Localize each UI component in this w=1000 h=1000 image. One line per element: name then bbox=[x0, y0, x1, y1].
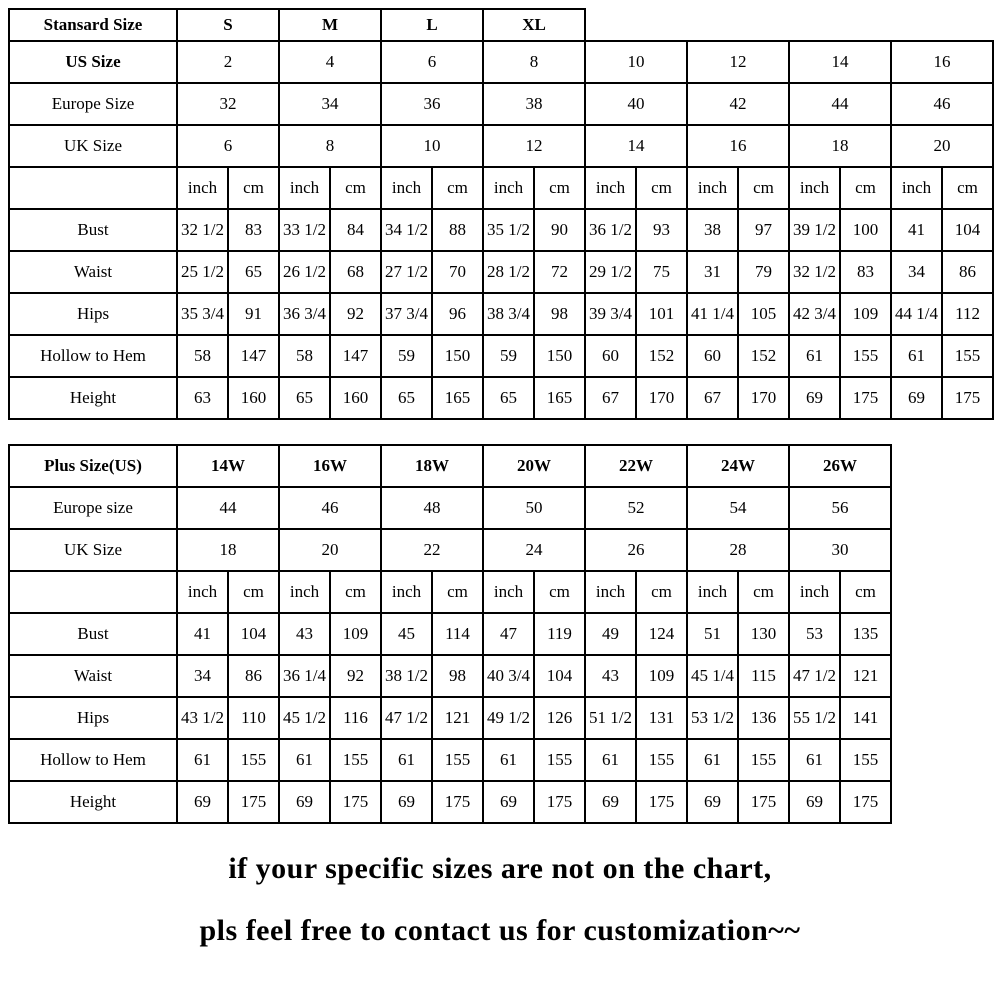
standard-measure-cell: 25 1/2 bbox=[177, 251, 228, 293]
standard-cell: 44 bbox=[789, 83, 891, 125]
plus-measure-cell: 45 bbox=[381, 613, 432, 655]
standard-unit-row bbox=[9, 167, 993, 209]
plus-measure-cell: 45 1/2 bbox=[279, 697, 330, 739]
standard-measure-cell: 67 bbox=[687, 377, 738, 419]
standard-measure-cell: 170 bbox=[636, 377, 687, 419]
standard-measure-cell: 38 3/4 bbox=[483, 293, 534, 335]
standard-unit-cell: cm bbox=[738, 167, 789, 209]
plus-unit-cell: inch bbox=[585, 571, 636, 613]
plus-unit-cell: inch bbox=[789, 571, 840, 613]
standard-size-table bbox=[8, 8, 994, 420]
plus-cell: 22 bbox=[381, 529, 483, 571]
plus-cell: 54 bbox=[687, 487, 789, 529]
standard-measure-cell: 104 bbox=[942, 209, 993, 251]
plus-unit-cell: cm bbox=[636, 571, 687, 613]
plus-cell: 26 bbox=[585, 529, 687, 571]
standard-measure-cell: 31 bbox=[687, 251, 738, 293]
standard-measure-cell: 42 3/4 bbox=[789, 293, 840, 335]
plus-measure-cell: 69 bbox=[585, 781, 636, 823]
plus-cell: 24 bbox=[483, 529, 585, 571]
standard-cell: 2 bbox=[177, 41, 279, 83]
standard-unit-cell: inch bbox=[687, 167, 738, 209]
plus-measure-cell: 53 bbox=[789, 613, 840, 655]
standard-measure-cell: 70 bbox=[432, 251, 483, 293]
standard-cell: 10 bbox=[585, 41, 687, 83]
standard-cell: 14 bbox=[585, 125, 687, 167]
plus-measure-cell: 61 bbox=[483, 739, 534, 781]
standard-measure-cell: 175 bbox=[942, 377, 993, 419]
plus-measure-cell: 131 bbox=[636, 697, 687, 739]
standard-unit-cell: cm bbox=[432, 167, 483, 209]
standard-measure-cell: 41 bbox=[891, 209, 942, 251]
plus-measure-cell: 69 bbox=[177, 781, 228, 823]
plus-measure-cell: 45 1/4 bbox=[687, 655, 738, 697]
standard-measure-cell: 26 1/2 bbox=[279, 251, 330, 293]
plus-measure-row bbox=[9, 655, 891, 697]
standard-measure-row bbox=[9, 293, 993, 335]
plus-measure-cell: 126 bbox=[534, 697, 585, 739]
standard-cell: 38 bbox=[483, 83, 585, 125]
standard-header-row bbox=[9, 9, 993, 41]
plus-measure-label: Waist bbox=[9, 655, 177, 697]
plus-size-group: 26W bbox=[789, 445, 891, 487]
standard-measure-cell: 75 bbox=[636, 251, 687, 293]
standard-measure-cell: 68 bbox=[330, 251, 381, 293]
standard-measure-cell: 32 1/2 bbox=[789, 251, 840, 293]
plus-unit-cell: cm bbox=[840, 571, 891, 613]
plus-unit-cell: inch bbox=[483, 571, 534, 613]
plus-size-group: 18W bbox=[381, 445, 483, 487]
plus-measure-row bbox=[9, 613, 891, 655]
plus-cell: 48 bbox=[381, 487, 483, 529]
standard-measure-cell: 28 1/2 bbox=[483, 251, 534, 293]
standard-measure-cell: 83 bbox=[840, 251, 891, 293]
standard-measure-cell: 100 bbox=[840, 209, 891, 251]
standard-cell: 20 bbox=[891, 125, 993, 167]
plus-unit-cell: cm bbox=[534, 571, 585, 613]
plus-cell: 52 bbox=[585, 487, 687, 529]
plus-unit-cell: inch bbox=[381, 571, 432, 613]
plus-measure-cell: 175 bbox=[534, 781, 585, 823]
standard-measure-cell: 92 bbox=[330, 293, 381, 335]
standard-unit-cell: inch bbox=[483, 167, 534, 209]
standard-size-group: L bbox=[381, 9, 483, 41]
plus-cell: 18 bbox=[177, 529, 279, 571]
standard-measure-cell: 34 1/2 bbox=[381, 209, 432, 251]
plus-measure-cell: 155 bbox=[432, 739, 483, 781]
plus-size-table bbox=[8, 444, 892, 824]
standard-cell: 42 bbox=[687, 83, 789, 125]
standard-measure-row bbox=[9, 335, 993, 377]
standard-measure-cell: 65 bbox=[228, 251, 279, 293]
plus-unit-cell: cm bbox=[330, 571, 381, 613]
plus-cell: 20 bbox=[279, 529, 381, 571]
standard-measure-row bbox=[9, 377, 993, 419]
standard-measure-cell: 96 bbox=[432, 293, 483, 335]
standard-unit-cell: cm bbox=[942, 167, 993, 209]
standard-measure-cell: 150 bbox=[534, 335, 585, 377]
standard-size-group: M bbox=[279, 9, 381, 41]
standard-measure-cell: 105 bbox=[738, 293, 789, 335]
plus-cell: 46 bbox=[279, 487, 381, 529]
plus-measure-cell: 92 bbox=[330, 655, 381, 697]
standard-unit-cell: inch bbox=[585, 167, 636, 209]
standard-unit-cell: inch bbox=[891, 167, 942, 209]
standard-unit-cell: cm bbox=[228, 167, 279, 209]
standard-measure-row bbox=[9, 209, 993, 251]
standard-measure-cell: 155 bbox=[840, 335, 891, 377]
plus-measure-cell: 69 bbox=[483, 781, 534, 823]
standard-row bbox=[9, 83, 993, 125]
plus-measure-cell: 41 bbox=[177, 613, 228, 655]
standard-measure-cell: 88 bbox=[432, 209, 483, 251]
plus-measure-cell: 86 bbox=[228, 655, 279, 697]
plus-measure-cell: 34 bbox=[177, 655, 228, 697]
standard-unit-cell: cm bbox=[534, 167, 585, 209]
plus-measure-cell: 43 1/2 bbox=[177, 697, 228, 739]
plus-measure-cell: 40 3/4 bbox=[483, 655, 534, 697]
standard-row bbox=[9, 125, 993, 167]
standard-cell: 10 bbox=[381, 125, 483, 167]
plus-measure-cell: 104 bbox=[534, 655, 585, 697]
standard-measure-cell: 60 bbox=[687, 335, 738, 377]
plus-measure-cell: 36 1/4 bbox=[279, 655, 330, 697]
standard-measure-cell: 39 3/4 bbox=[585, 293, 636, 335]
standard-unit-cell: cm bbox=[330, 167, 381, 209]
standard-measure-cell: 33 1/2 bbox=[279, 209, 330, 251]
plus-measure-cell: 116 bbox=[330, 697, 381, 739]
plus-unit-cell: cm bbox=[432, 571, 483, 613]
standard-row-label: Europe Size bbox=[9, 83, 177, 125]
plus-measure-cell: 47 1/2 bbox=[381, 697, 432, 739]
standard-measure-cell: 65 bbox=[483, 377, 534, 419]
standard-measure-cell: 65 bbox=[279, 377, 330, 419]
plus-measure-cell: 121 bbox=[432, 697, 483, 739]
plus-measure-row bbox=[9, 739, 891, 781]
plus-measure-cell: 135 bbox=[840, 613, 891, 655]
plus-measure-cell: 110 bbox=[228, 697, 279, 739]
standard-measure-cell: 147 bbox=[228, 335, 279, 377]
plus-measure-cell: 43 bbox=[279, 613, 330, 655]
plus-measure-cell: 109 bbox=[330, 613, 381, 655]
plus-unit-row bbox=[9, 571, 891, 613]
standard-size-group: XL bbox=[483, 9, 585, 41]
standard-row-label: UK Size bbox=[9, 125, 177, 167]
plus-cell: 28 bbox=[687, 529, 789, 571]
standard-measure-cell: 90 bbox=[534, 209, 585, 251]
plus-measure-cell: 155 bbox=[330, 739, 381, 781]
plus-size-group: 22W bbox=[585, 445, 687, 487]
plus-unit-cell: inch bbox=[687, 571, 738, 613]
standard-cell: 12 bbox=[483, 125, 585, 167]
standard-measure-cell: 155 bbox=[942, 335, 993, 377]
standard-measure-cell: 165 bbox=[432, 377, 483, 419]
plus-measure-cell: 121 bbox=[840, 655, 891, 697]
standard-measure-cell: 101 bbox=[636, 293, 687, 335]
plus-measure-cell: 51 bbox=[687, 613, 738, 655]
plus-measure-cell: 53 1/2 bbox=[687, 697, 738, 739]
standard-measure-cell: 35 1/2 bbox=[483, 209, 534, 251]
standard-cell: 40 bbox=[585, 83, 687, 125]
plus-measure-cell: 175 bbox=[228, 781, 279, 823]
standard-measure-cell: 150 bbox=[432, 335, 483, 377]
standard-cell: 8 bbox=[279, 125, 381, 167]
standard-measure-cell: 112 bbox=[942, 293, 993, 335]
standard-cell: 16 bbox=[687, 125, 789, 167]
plus-measure-cell: 109 bbox=[636, 655, 687, 697]
plus-measure-row bbox=[9, 697, 891, 739]
standard-measure-cell: 170 bbox=[738, 377, 789, 419]
standard-measure-cell: 67 bbox=[585, 377, 636, 419]
standard-measure-cell: 63 bbox=[177, 377, 228, 419]
plus-unit-cell: inch bbox=[279, 571, 330, 613]
plus-measure-cell: 104 bbox=[228, 613, 279, 655]
plus-measure-cell: 175 bbox=[330, 781, 381, 823]
plus-unit-cell: inch bbox=[177, 571, 228, 613]
standard-measure-cell: 93 bbox=[636, 209, 687, 251]
plus-measure-cell: 61 bbox=[687, 739, 738, 781]
standard-measure-label: Waist bbox=[9, 251, 177, 293]
standard-unit-cell: inch bbox=[789, 167, 840, 209]
plus-size-group: 20W bbox=[483, 445, 585, 487]
plus-measure-cell: 141 bbox=[840, 697, 891, 739]
standard-unit-cell: cm bbox=[840, 167, 891, 209]
plus-measure-label: Height bbox=[9, 781, 177, 823]
standard-cell: 14 bbox=[789, 41, 891, 83]
plus-measure-cell: 61 bbox=[585, 739, 636, 781]
plus-measure-cell: 51 1/2 bbox=[585, 697, 636, 739]
plus-row-label: Europe size bbox=[9, 487, 177, 529]
standard-measure-cell: 86 bbox=[942, 251, 993, 293]
standard-measure-cell: 29 1/2 bbox=[585, 251, 636, 293]
plus-measure-cell: 175 bbox=[738, 781, 789, 823]
plus-cell: 30 bbox=[789, 529, 891, 571]
plus-size-group: 24W bbox=[687, 445, 789, 487]
plus-measure-cell: 155 bbox=[738, 739, 789, 781]
standard-measure-cell: 147 bbox=[330, 335, 381, 377]
standard-unit-cell: inch bbox=[177, 167, 228, 209]
standard-measure-cell: 79 bbox=[738, 251, 789, 293]
plus-row bbox=[9, 529, 891, 571]
standard-measure-cell: 152 bbox=[636, 335, 687, 377]
standard-cell: 36 bbox=[381, 83, 483, 125]
plus-unit-cell: cm bbox=[228, 571, 279, 613]
plus-measure-cell: 98 bbox=[432, 655, 483, 697]
plus-measure-cell: 155 bbox=[840, 739, 891, 781]
standard-measure-cell: 109 bbox=[840, 293, 891, 335]
plus-measure-label: Bust bbox=[9, 613, 177, 655]
plus-measure-cell: 69 bbox=[789, 781, 840, 823]
standard-measure-cell: 84 bbox=[330, 209, 381, 251]
standard-measure-label: Hollow to Hem bbox=[9, 335, 177, 377]
plus-measure-cell: 175 bbox=[432, 781, 483, 823]
standard-measure-cell: 60 bbox=[585, 335, 636, 377]
standard-measure-cell: 44 1/4 bbox=[891, 293, 942, 335]
standard-cell: 12 bbox=[687, 41, 789, 83]
standard-measure-cell: 59 bbox=[381, 335, 432, 377]
plus-unit-row-label bbox=[9, 571, 177, 613]
standard-measure-cell: 61 bbox=[789, 335, 840, 377]
plus-measure-cell: 175 bbox=[636, 781, 687, 823]
plus-header-row bbox=[9, 445, 891, 487]
plus-measure-cell: 43 bbox=[585, 655, 636, 697]
standard-measure-cell: 160 bbox=[228, 377, 279, 419]
plus-measure-cell: 124 bbox=[636, 613, 687, 655]
plus-measure-cell: 155 bbox=[636, 739, 687, 781]
plus-measure-cell: 61 bbox=[789, 739, 840, 781]
standard-measure-cell: 36 1/2 bbox=[585, 209, 636, 251]
plus-measure-cell: 155 bbox=[228, 739, 279, 781]
plus-measure-cell: 136 bbox=[738, 697, 789, 739]
plus-measure-cell: 119 bbox=[534, 613, 585, 655]
standard-measure-cell: 165 bbox=[534, 377, 585, 419]
plus-measure-cell: 155 bbox=[534, 739, 585, 781]
standard-cell: 32 bbox=[177, 83, 279, 125]
standard-cell: 34 bbox=[279, 83, 381, 125]
plus-measure-cell: 38 1/2 bbox=[381, 655, 432, 697]
standard-measure-cell: 58 bbox=[279, 335, 330, 377]
standard-measure-cell: 32 1/2 bbox=[177, 209, 228, 251]
plus-measure-cell: 49 1/2 bbox=[483, 697, 534, 739]
standard-cell: 18 bbox=[789, 125, 891, 167]
standard-measure-cell: 83 bbox=[228, 209, 279, 251]
plus-measure-cell: 130 bbox=[738, 613, 789, 655]
standard-cell: 46 bbox=[891, 83, 993, 125]
standard-measure-cell: 65 bbox=[381, 377, 432, 419]
standard-measure-label: Height bbox=[9, 377, 177, 419]
plus-measure-cell: 69 bbox=[279, 781, 330, 823]
plus-measure-cell: 175 bbox=[840, 781, 891, 823]
standard-measure-cell: 69 bbox=[891, 377, 942, 419]
plus-measure-label: Hips bbox=[9, 697, 177, 739]
standard-unit-cell: inch bbox=[279, 167, 330, 209]
standard-corner-label: Stansard Size bbox=[9, 9, 177, 41]
footer-line-1: if your specific sizes are not on the chart, bbox=[228, 852, 772, 885]
standard-measure-cell: 41 1/4 bbox=[687, 293, 738, 335]
plus-measure-cell: 47 bbox=[483, 613, 534, 655]
plus-cell: 56 bbox=[789, 487, 891, 529]
plus-row bbox=[9, 487, 891, 529]
plus-cell: 44 bbox=[177, 487, 279, 529]
standard-measure-cell: 37 3/4 bbox=[381, 293, 432, 335]
standard-measure-label: Bust bbox=[9, 209, 177, 251]
standard-measure-cell: 69 bbox=[789, 377, 840, 419]
plus-measure-cell: 69 bbox=[687, 781, 738, 823]
standard-unit-cell: inch bbox=[381, 167, 432, 209]
standard-measure-cell: 34 bbox=[891, 251, 942, 293]
standard-measure-cell: 61 bbox=[891, 335, 942, 377]
footer-line-2: pls feel free to contact us for customization~~ bbox=[199, 914, 801, 947]
standard-measure-cell: 27 1/2 bbox=[381, 251, 432, 293]
standard-unit-cell: cm bbox=[636, 167, 687, 209]
standard-measure-cell: 97 bbox=[738, 209, 789, 251]
plus-measure-cell: 61 bbox=[381, 739, 432, 781]
plus-unit-cell: cm bbox=[738, 571, 789, 613]
standard-measure-cell: 98 bbox=[534, 293, 585, 335]
plus-cell: 50 bbox=[483, 487, 585, 529]
plus-measure-cell: 115 bbox=[738, 655, 789, 697]
standard-cell: 8 bbox=[483, 41, 585, 83]
plus-measure-cell: 55 1/2 bbox=[789, 697, 840, 739]
plus-size-group: 14W bbox=[177, 445, 279, 487]
footer-note bbox=[0, 838, 1000, 946]
plus-measure-cell: 49 bbox=[585, 613, 636, 655]
standard-measure-cell: 72 bbox=[534, 251, 585, 293]
standard-measure-cell: 58 bbox=[177, 335, 228, 377]
standard-measure-cell: 36 3/4 bbox=[279, 293, 330, 335]
standard-measure-cell: 59 bbox=[483, 335, 534, 377]
standard-measure-cell: 152 bbox=[738, 335, 789, 377]
standard-measure-cell: 35 3/4 bbox=[177, 293, 228, 335]
standard-measure-label: Hips bbox=[9, 293, 177, 335]
plus-measure-cell: 47 1/2 bbox=[789, 655, 840, 697]
standard-measure-cell: 39 1/2 bbox=[789, 209, 840, 251]
plus-measure-label: Hollow to Hem bbox=[9, 739, 177, 781]
plus-measure-cell: 61 bbox=[279, 739, 330, 781]
standard-measure-cell: 160 bbox=[330, 377, 381, 419]
standard-row bbox=[9, 41, 993, 83]
standard-measure-cell: 38 bbox=[687, 209, 738, 251]
plus-corner-label: Plus Size(US) bbox=[9, 445, 177, 487]
plus-size-group: 16W bbox=[279, 445, 381, 487]
standard-cell: 4 bbox=[279, 41, 381, 83]
standard-cell: 6 bbox=[177, 125, 279, 167]
plus-row-label: UK Size bbox=[9, 529, 177, 571]
standard-cell: 16 bbox=[891, 41, 993, 83]
standard-measure-cell: 175 bbox=[840, 377, 891, 419]
plus-measure-cell: 61 bbox=[177, 739, 228, 781]
standard-measure-cell: 91 bbox=[228, 293, 279, 335]
plus-measure-row bbox=[9, 781, 891, 823]
standard-row-label: US Size bbox=[9, 41, 177, 83]
plus-measure-cell: 69 bbox=[381, 781, 432, 823]
standard-measure-row bbox=[9, 251, 993, 293]
standard-unit-row-label bbox=[9, 167, 177, 209]
plus-measure-cell: 114 bbox=[432, 613, 483, 655]
standard-size-group: S bbox=[177, 9, 279, 41]
standard-cell: 6 bbox=[381, 41, 483, 83]
